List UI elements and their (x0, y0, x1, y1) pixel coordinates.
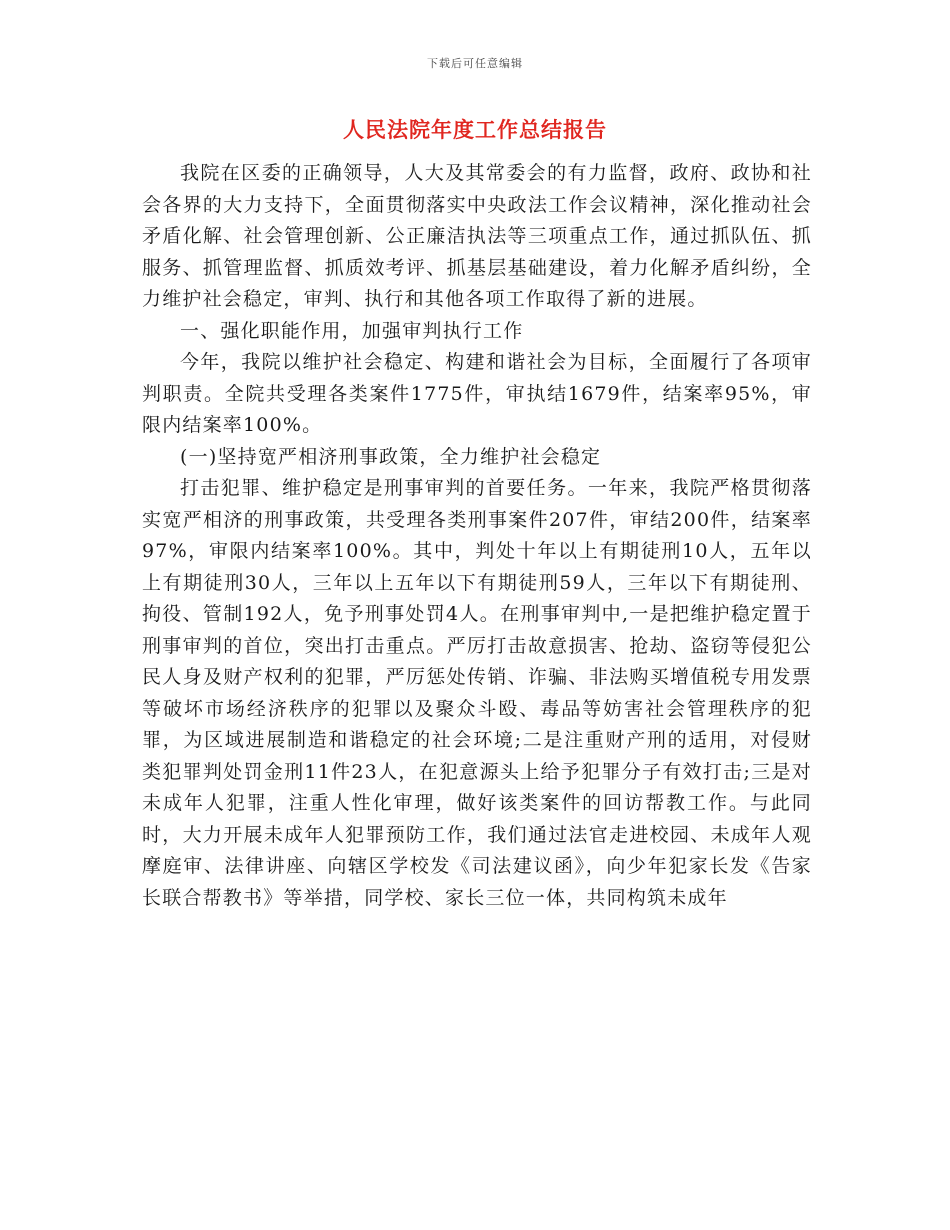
header-note: 下载后可任意编辑 (427, 57, 523, 70)
document-title: 人民法院年度工作总结报告 (343, 117, 607, 142)
paragraph-intro: 我院在区委的正确领导，人大及其常委会的有力监督，政府、政协和社会各界的大力支持下，全面贯彻落实中央政法工作会议精神，深化推动社会矛盾化解、社会管理创新、公正廉洁执法等三项重点工作，通过抓队伍、抓服务、抓管理监督、抓质效考评、抓基层基础建设，着力化解矛盾纠纷，全力维护社会稳定，审判、执行和其他各项工作取得了新的进展。 (142, 162, 812, 310)
paragraph-criminal: 打击犯罪、维护稳定是刑事审判的首要任务。一年来，我院严格贯彻落实宽严相济的刑事政策，共受理各类刑事案件207件，审结200件，结案率97%，审限内结案率100%。其中，判处十年以上有期徒刑10人，五年以上有期徒刑30人，三年以上五年以下有期徒刑59人，三年以下有期徒刑、拘役、管制192人，免予刑事处罚4人。在刑事审判中,一是把维护稳定置于刑事审判的首位，突出打击重点。严厉打击故意损害、抢劫、盗窃等侵犯公民人身及财产权利的犯罪，严厉惩处传销、诈骗、非法购买增值税专用发票等破坏市场经济秩序的犯罪以及聚众斗殴、毒品等妨害社会管理秩序的犯罪，为区域进展制造和谐稳定的社会环境;二是注重财产刑的适用，对侵财类犯罪判处罚金刑11件23人，在犯意源头上给予犯罪分子有效打击;三是对未成年人犯罪，注重人性化审理，做好该类案件的回访帮教工作。与此同时，大力开展未成年人犯罪预防工作，我们通过法官走进校园、未成年人观摩庭审、法律讲座、向辖区学校发《司法建议函》，向少年犯家长发《告家长联合帮教书》等举措，同学校、家长三位一体，共同构筑未成年 (142, 477, 812, 909)
paragraph-summary: 今年，我院以维护社会稳定、构建和谐社会为目标，全面履行了各项审判职责。全院共受理各类案件1775件，审执结1679件，结案率95%，审限内结案率100%。 (142, 351, 812, 436)
document-body (142, 158, 812, 914)
section-heading-1: 一、强化职能作用，加强审判执行工作 (180, 319, 524, 342)
subsection-heading-1: (一)坚持宽严相济刑事政策，全力维护社会稳定 (180, 445, 602, 468)
